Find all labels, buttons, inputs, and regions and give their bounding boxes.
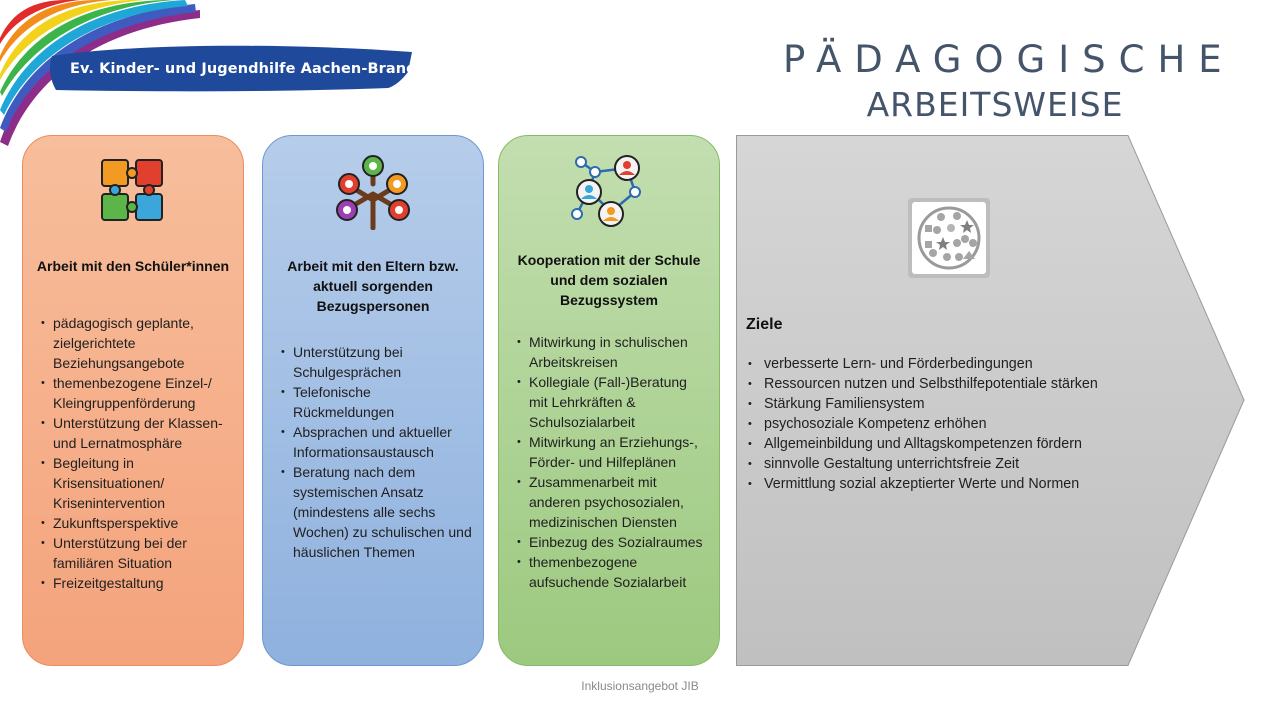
column-list	[41, 313, 233, 593]
footer-text: Inklusionsangebot JIB	[581, 679, 699, 693]
list-item: • Zukunftsperspektive	[41, 513, 233, 533]
list-item: • Beratung nach dem systemischen Ansatz (mindestens alle sechs Wochen) zu schulischen und häuslichen Themen	[281, 462, 473, 562]
list-item: • themenbezogene aufsuchende Sozialarbeit	[517, 552, 709, 592]
column-list	[517, 332, 709, 592]
list-item: • Freizeitgestaltung	[41, 573, 233, 593]
logo-text: Ev. Kinder- und Jugendhilfe Aachen-Brand	[70, 61, 417, 77]
list-item: • Unterstützung bei Schulgesprächen	[281, 342, 473, 382]
list-item: • Stärkung Familiensystem	[748, 394, 1098, 414]
family-tree-icon	[263, 154, 483, 228]
list-item: • Unterstützung der Klassen- und Lernatmosphäre	[41, 413, 233, 453]
goals-list	[748, 354, 1098, 494]
list-item: • pädagogisch geplante, zielgerichtete Beziehungsangebote	[41, 313, 233, 373]
title-line-2: ARBEITSWEISE	[866, 85, 1124, 124]
column-students	[22, 135, 244, 666]
list-item: • Unterstützung bei der familiären Situation	[41, 533, 233, 573]
diversity-circle-icon	[907, 197, 991, 279]
list-item: • psychosoziale Kompetenz erhöhen	[748, 414, 1098, 434]
list-item: • Mitwirkung in schulischen Arbeitskreisen	[517, 332, 709, 372]
list-item: • themenbezogene Einzel-/ Kleingruppenförderung	[41, 373, 233, 413]
title-line-1: PÄDAGOGISCHE	[783, 38, 1235, 81]
column-cooperation	[498, 135, 720, 666]
list-item: • verbesserte Lern- und Förderbedingungen	[748, 354, 1098, 374]
list-item: • Mitwirkung an Erziehungs-, Förder- und Hilfeplänen	[517, 432, 709, 472]
list-item: • sinnvolle Gestaltung unterrichtsfreie Zeit	[748, 454, 1098, 474]
column-heading: Kooperation mit der Schule und dem sozialen Bezugssystem	[517, 252, 701, 308]
list-item: • Kollegiale (Fall-)Beratung mit Lehrkräften & Schulsozialarbeit	[517, 372, 709, 432]
puzzle-icon	[23, 154, 243, 228]
goals-heading: Ziele	[746, 316, 783, 333]
page-title	[770, 38, 1235, 126]
column-heading: Arbeit mit den Eltern bzw. aktuell sorgenden Bezugspersonen	[287, 258, 459, 314]
network-icon	[499, 154, 719, 228]
list-item: • Begleitung in Krisensituationen/ Krisenintervention	[41, 453, 233, 513]
list-item: • Ressourcen nutzen und Selbsthilfepotentiale stärken	[748, 374, 1098, 394]
list-item: • Absprachen und aktueller Informationsaustausch	[281, 422, 473, 462]
list-item: • Allgemeinbildung und Alltagskompetenzen fördern	[748, 434, 1098, 454]
column-parents	[262, 135, 484, 666]
column-list	[281, 342, 473, 562]
list-item: • Vermittlung sozial akzeptierter Werte und Normen	[748, 474, 1098, 494]
list-item: • Einbezug des Sozialraumes	[517, 532, 709, 552]
column-heading: Arbeit mit den Schüler*innen	[36, 258, 230, 274]
list-item: • Telefonische Rückmeldungen	[281, 382, 473, 422]
list-item: • Zusammenarbeit mit anderen psychosozialen, medizinischen Diensten	[517, 472, 709, 532]
